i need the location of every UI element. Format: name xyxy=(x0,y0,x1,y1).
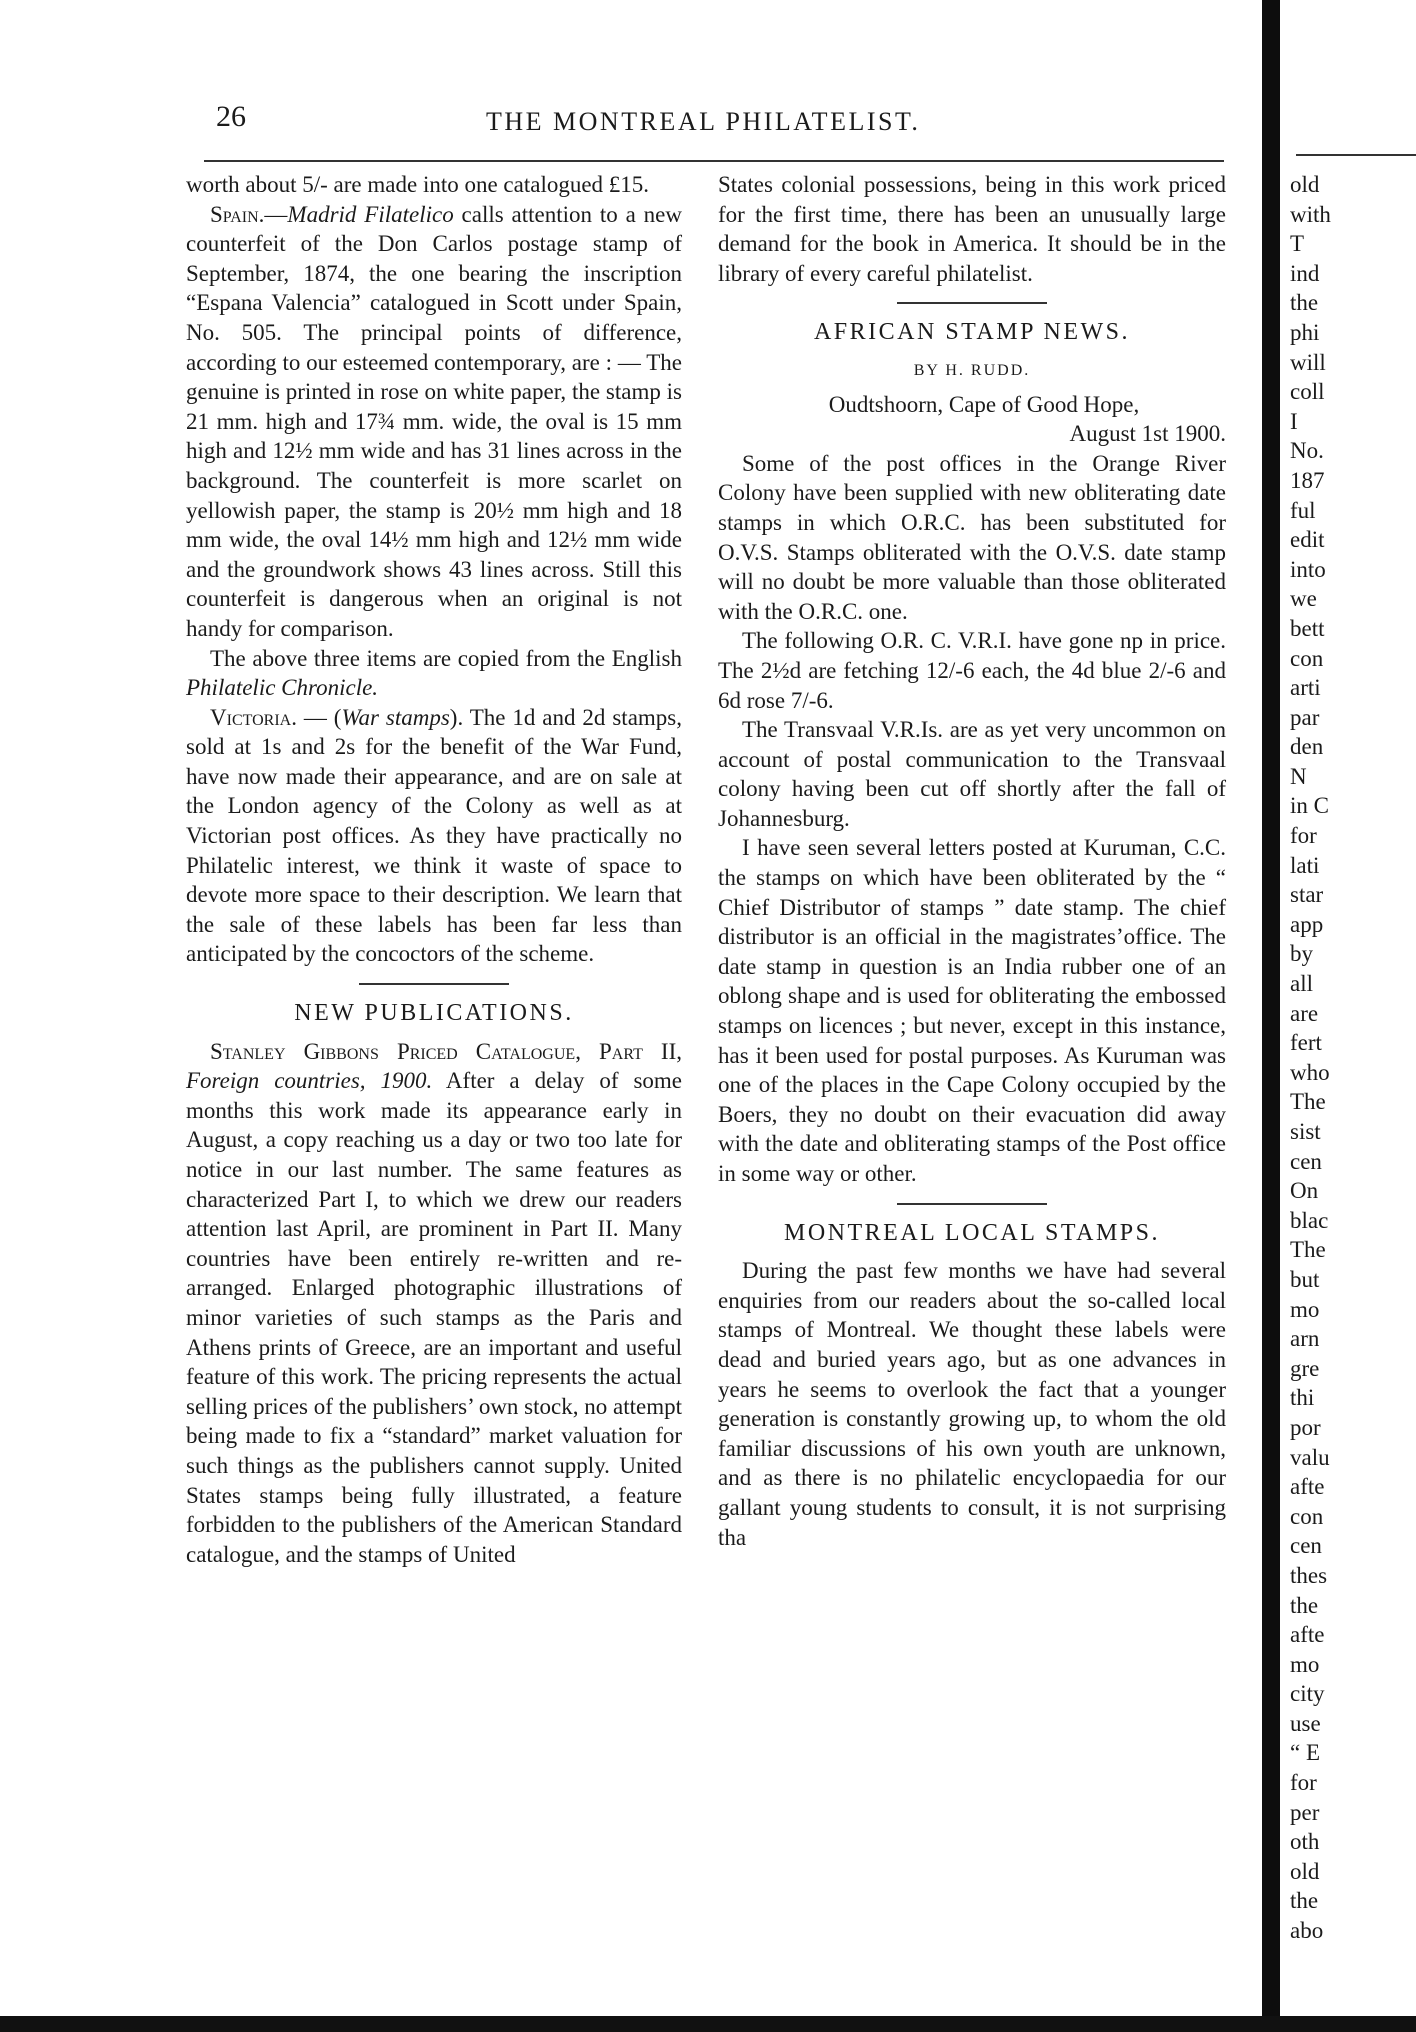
next-page-fragment: the xyxy=(1290,290,1319,316)
dash: — xyxy=(264,201,288,227)
next-page-fragment: ful xyxy=(1290,497,1316,523)
next-page-fragment: who xyxy=(1290,1059,1330,1085)
next-page-fragment: app xyxy=(1290,911,1324,937)
next-page-fragment: arn xyxy=(1290,1326,1320,1352)
next-page-fragment: thi xyxy=(1290,1385,1315,1411)
next-page-fragment: den xyxy=(1290,734,1324,760)
running-title: THE MONTREAL PHILATELIST. xyxy=(486,107,921,136)
next-page-fragment: lati xyxy=(1290,852,1320,878)
next-page-fragment: The xyxy=(1290,1237,1326,1263)
next-page-fragment: afte xyxy=(1290,1474,1325,1500)
section-rule xyxy=(897,1203,1047,1205)
next-page-fragment: On xyxy=(1290,1178,1319,1204)
paragraph-copied xyxy=(186,644,682,703)
next-page-fragment: afte xyxy=(1290,1622,1325,1648)
next-page-fragment: with xyxy=(1290,201,1331,227)
paragraph-continued: States colonial possessions, being in this work priced for the first time, there has been an unusually large demand for the book in America. It should be in the library of every careful philatelist. xyxy=(718,172,1226,286)
next-page-fragment: for xyxy=(1290,1770,1317,1796)
next-page-fragment: arti xyxy=(1290,675,1321,701)
next-page-fragment: but xyxy=(1290,1266,1320,1292)
next-page-fragment: “ E xyxy=(1290,1740,1321,1766)
paragraph: Some of the post offices in the Orange River Colony have been supplied with new obliterating date stamps in which O.R.C. has been substituted for O.V.S. Stamps obliterated with the O.V.S. date stamp will no doubt be more valuable than those obliterated with the O.R.C. one. xyxy=(718,450,1226,624)
next-page-fragment: blac xyxy=(1290,1207,1329,1233)
next-page-fragment: cen xyxy=(1290,1148,1322,1174)
next-page-fragment: into xyxy=(1290,556,1326,582)
next-page-fragment: old xyxy=(1290,1858,1320,1884)
next-page-fragment: 187 xyxy=(1290,467,1325,493)
paragraph-text: calls attention to a new counterfeit of the Don Carlos postage stamp of September, 1874, the one bearing the inscription “Espana Valencia” catalogued in Scott under Spain, No. 505. The principal points of difference, according to our esteemed contemporary, are : — The genuine is printed in rose on white paper, the stamp is 21 mm. high and 17¾ mm. wide, the oval is 15 mm high and 12½ mm wide and has 31 lines across in the background. The counterfeit is more scarlet on yellowish paper, the stamp is 20½ mm high and 18 mm wide, the oval 14½ mm high and 12½ mm wide and the groundwork shows 43 lines across. Still this counterfeit is dangerous when an original is not handy for comparison. xyxy=(186,201,683,641)
paragraph-catalogue xyxy=(186,1037,682,1570)
next-page-fragment: The xyxy=(1290,1089,1326,1115)
next-page-fragment: fert xyxy=(1290,1030,1322,1056)
paragraph: I have seen several letters posted at Kuruman, C.C. the stamps on which have been obliterated by the “ Chief Distributor of stamps ” date stamp. The chief distributor is an official in the magistrates’office. The date stamp in question is an India rubber one of an oblong shape and is used for obliterating the embossed stamps on licences ; but never, except in this instance, has it been used for postal purposes. As Kuruman was one of the places in the Cape Colony occupied by the Boers, they no doubt on their evacuation did away with the date and obliterating stamps of the Post office in some way or other. xyxy=(718,835,1226,1186)
next-page-fragment: the xyxy=(1290,1592,1319,1618)
scan-edge xyxy=(0,2016,1416,2032)
next-page-fragment: ind xyxy=(1290,260,1320,286)
next-page-fragment: mo xyxy=(1290,1296,1320,1322)
section-rule xyxy=(359,983,509,985)
next-page-column xyxy=(1290,170,1331,1946)
page-header xyxy=(216,100,1222,142)
next-page-fragment: per xyxy=(1290,1799,1320,1825)
left-column xyxy=(186,170,682,1569)
paragraph-text: The 1d and 2d stamps, sold at 1s and 2s for the benefit of the War Fund, have now made their appearance, and are on sale at the London agency of the Colony as well as at Victorian post offices. As they have practically no Philatelic interest, we think it waste of space to devote more space to their description. We learn that the sale of these labels has been far less than anticipated by the concoctors of the scheme. xyxy=(186,704,682,967)
next-page-fragment: coll xyxy=(1290,379,1325,405)
next-page-fragment: por xyxy=(1290,1414,1321,1440)
section-heading-african-stamp-news: AFRICAN STAMP NEWS. xyxy=(813,319,1131,346)
next-page-fragment: for xyxy=(1290,823,1317,849)
next-page-fragment: mo xyxy=(1290,1651,1320,1677)
next-page-fragment: we xyxy=(1290,586,1317,612)
paragraph: The following O.R. C. V.R.I. have gone np in price. The 2½d are fetching 12/-6 each, the 4d blue 2/-6 and 6d rose 7/-6. xyxy=(718,628,1226,713)
page-number: 26 xyxy=(216,100,246,133)
next-page-fragment: No. xyxy=(1290,438,1324,464)
section-label-spain: Spain. xyxy=(210,201,265,227)
next-page-fragment: par xyxy=(1290,704,1320,730)
next-page-fragment: T xyxy=(1290,231,1305,257)
next-page-fragment: thes xyxy=(1290,1562,1328,1588)
next-page-fragment: con xyxy=(1290,1503,1324,1529)
catalogue-title: Stanley Gibbons Priced Catalogue, Part II, xyxy=(210,1038,682,1064)
dateline-date: August 1st 1900. xyxy=(1069,421,1226,447)
next-page-fragment: oth xyxy=(1290,1829,1320,1855)
catalogue-subtitle: Foreign countries, 1900. xyxy=(186,1068,433,1094)
next-page-fragment: are xyxy=(1290,1000,1319,1026)
next-page-fragment: phi xyxy=(1290,319,1320,345)
next-page-fragment: cen xyxy=(1290,1533,1322,1559)
sub-heading: War stamps xyxy=(341,704,450,730)
next-page-fragment: N xyxy=(1290,763,1307,789)
book-gutter xyxy=(1262,0,1280,2032)
next-page-fragment: gre xyxy=(1290,1355,1320,1381)
section-heading-new-publications: NEW PUBLICATIONS. xyxy=(294,1000,574,1027)
paragraph: The Transvaal V.R.Is. are as yet very uncommon on account of postal communication to the Transvaal colony having been cut off shortly after the fall of Johannesburg. xyxy=(718,717,1226,831)
next-page-fragment: use xyxy=(1290,1710,1321,1736)
header-rule xyxy=(204,160,1224,162)
next-page-fragment: edit xyxy=(1290,527,1325,553)
next-page-fragment: the xyxy=(1290,1888,1319,1914)
next-page-fragment: abo xyxy=(1290,1918,1324,1944)
next-page-fragment: valu xyxy=(1290,1444,1330,1470)
next-page-fragment: city xyxy=(1290,1681,1325,1707)
paragraph: During the past few months we have had several enquiries from our readers about the so-called local stamps of Montreal. We thought these labels were dead and buried years ago, but as one advances in years he seems to overlook the fact that a younger generation is constantly growing up, to whom the old familiar discussions of his own youth are unknown, and as there is no philatelic encyclopaedia for our gallant young students to consult, it is not surprising tha xyxy=(718,1258,1226,1550)
next-page-rule xyxy=(1296,154,1416,156)
next-page-fragment: by xyxy=(1290,941,1313,967)
next-page-fragment: bett xyxy=(1290,615,1325,641)
publication-title: Madrid Filatelico xyxy=(287,201,454,227)
next-page-fragment: all xyxy=(1290,971,1313,997)
section-rule xyxy=(897,302,1047,304)
next-page-fragment: con xyxy=(1290,645,1324,671)
right-column xyxy=(718,170,1226,1552)
next-page-fragment: old xyxy=(1290,172,1320,197)
next-page-fragment: will xyxy=(1290,349,1326,375)
paragraph-continued: worth about 5/- are made into one catalogued £15. xyxy=(186,172,650,197)
paren-close: ). xyxy=(449,704,464,730)
section-heading-montreal-local-stamps: MONTREAL LOCAL STAMPS. xyxy=(784,1219,1160,1246)
next-page-fragment: sist xyxy=(1290,1119,1321,1144)
paragraph-text: After a delay of some months this work made its appearance early in August, a copy reaching us a day or two too late for notice in our last number. The same features as characterized Part I, to which we drew our readers attention last April, are prominent in Part II. Many countries have been entirely re-written and re-arranged. Enlarged photographic illustrations of minor varieties of such stamps as the Paris and Athens prints of Greece, are an important and useful feature of this work. The pricing represents the actual selling prices of the publishers’ own stock, no attempt being made to fix a “standard” market valuation for such things as the publishers cannot supply. United States stamps being fully illustrated, a feature forbidden to the publishers of the American Standard catalogue, and the stamps of United xyxy=(186,1068,682,1567)
next-page-fragment: I xyxy=(1290,408,1298,434)
paragraph-spain xyxy=(186,200,682,644)
next-page-edge xyxy=(1262,0,1416,2032)
dash: — ( xyxy=(296,704,342,730)
next-page-fragment: star xyxy=(1290,882,1324,908)
section-label-victoria: Victoria. xyxy=(210,704,297,730)
paragraph-victoria xyxy=(186,703,682,969)
paragraph-text: The above three items are copied from the English xyxy=(210,645,682,671)
next-page-fragment: in C xyxy=(1290,793,1329,819)
dateline-place: Oudtshoorn, Cape of Good Hope, xyxy=(828,391,1140,417)
publication-title: Philatelic Chronicle. xyxy=(186,675,379,701)
byline: BY H. RUDD. xyxy=(913,361,1031,379)
